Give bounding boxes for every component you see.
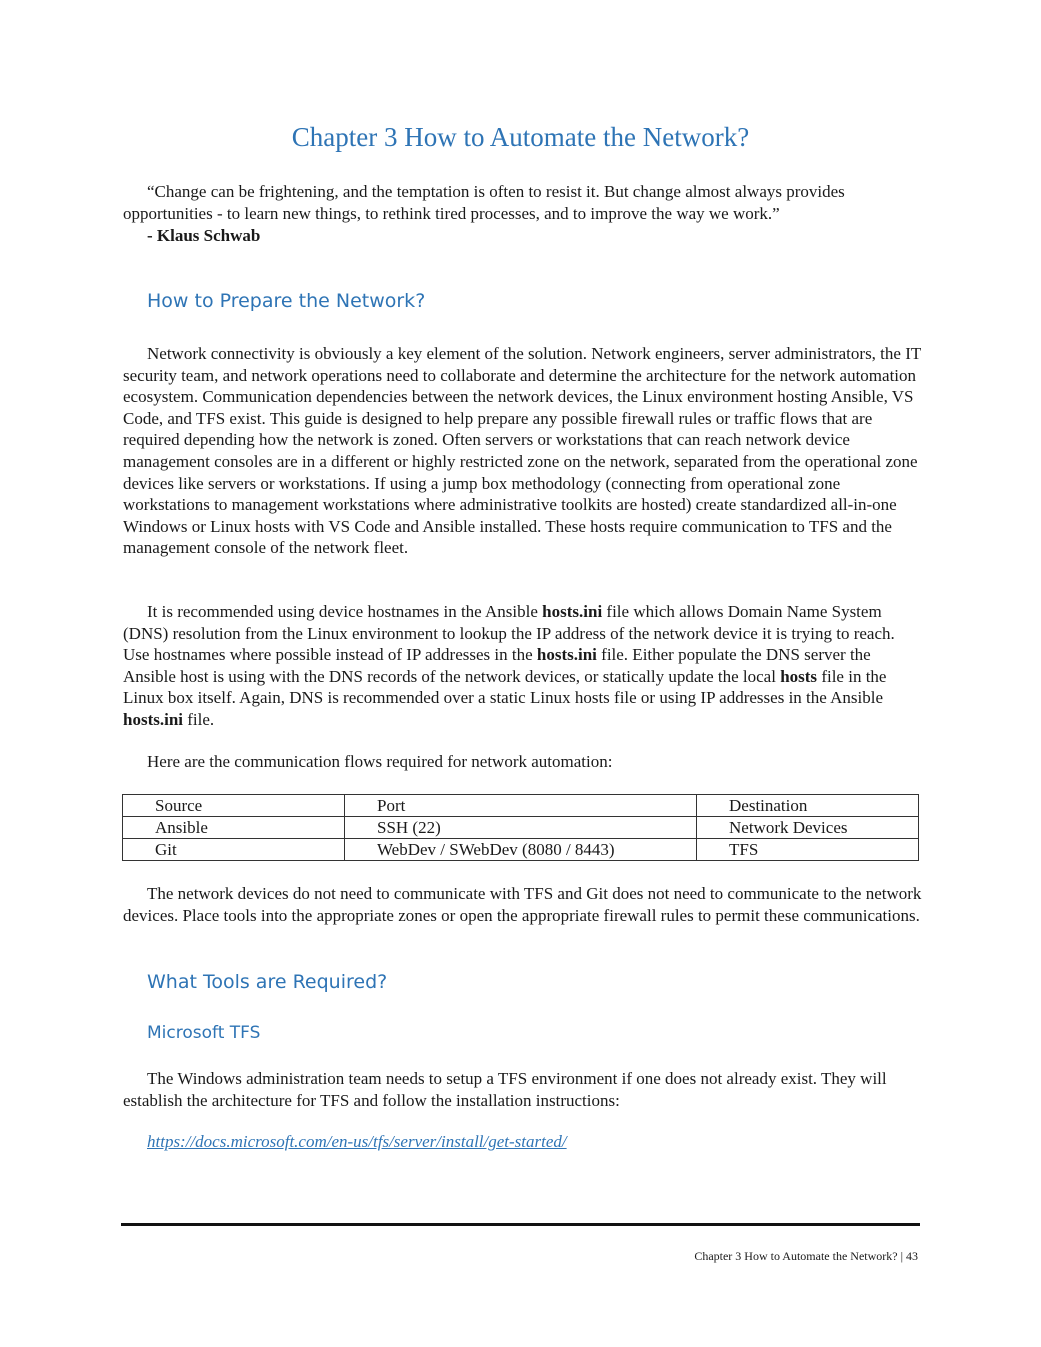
quote-author: - Klaus Schwab xyxy=(147,226,261,245)
cell-port: SSH (22) xyxy=(345,817,697,839)
cell-source: Git xyxy=(123,839,345,861)
header-port: Port xyxy=(345,795,697,817)
cell-source: Ansible xyxy=(123,817,345,839)
paragraph-hostnames xyxy=(123,601,923,731)
paragraph-tfs-setup: The Windows administration team needs to setup a TFS environment if one does not already exist. They will establish the architecture for TFS and follow the installation instructions: xyxy=(123,1069,887,1110)
table-row xyxy=(123,817,919,839)
table-header-row xyxy=(123,795,919,817)
text-span: file. xyxy=(183,709,215,729)
text-span: file which allows Domain Name System (DNS) resolution from the Linux environment to lookup the IP address of the network device it is trying to reach. Use hostnames where possible instead of IP addresses in the xyxy=(123,602,895,665)
communication-flows-table xyxy=(122,794,919,861)
quote-text: “Change can be frightening, and the temptation is often to resist it. But change almost always provides opportunities - to learn new things, to rethink tired processes, and to improve the way we work.” xyxy=(123,182,845,223)
subheading-microsoft-tfs: Microsoft TFS xyxy=(147,1023,261,1043)
hosts-ini-bold: hosts.ini xyxy=(536,645,597,665)
hosts-bold: hosts xyxy=(780,666,818,686)
footer-divider xyxy=(121,1223,920,1226)
text-span: It is recommended using device hostnames in the Ansible xyxy=(147,602,543,621)
cell-port: WebDev / SWebDev (8080 / 8443) xyxy=(345,839,697,861)
section-heading-tools-required: What Tools are Required? xyxy=(147,971,388,993)
text-span: file. Either populate the DNS server the Ansible host is using with the DNS records of the network devices, or statically update the local xyxy=(123,645,871,686)
cell-destination: Network Devices xyxy=(697,817,919,839)
chapter-title: Chapter 3 How to Automate the Network? xyxy=(291,122,750,152)
hosts-ini-bold: hosts.ini xyxy=(542,602,603,621)
hosts-ini-bold: hosts.ini xyxy=(123,709,183,729)
header-source: Source xyxy=(123,795,345,817)
page-footer: Chapter 3 How to Automate the Network? | 43 xyxy=(694,1249,918,1263)
cell-destination: TFS xyxy=(697,839,919,861)
paragraph-network-connectivity: Network connectivity is obviously a key element of the solution. Network engineers, server administrators, the IT security team, and network operations need to collaborate and determine the architecture for the network automation ecosystem. Communication dependencies between the network devices, the Linux environment hosting Ansible, VS Code, and TFS exist. This guide is designed to help prepare any possible firewall rules or traffic flows that are required depending how the network is zoned. Often servers or workstations that can reach network device management consoles are in a different or highly restricted zone on the network, separated from the operational zone devices like servers or workstations. If using a jump box methodology (connecting from operational zone workstations to management workstations where administrative toolkits are hosted) create standardized all-in-one Windows or Linux hosts with VS Code and Ansible installed. These hosts require communication to TFS and the management console of the network fleet. xyxy=(123,344,921,558)
text-span: file in the Linux box itself. Again, DNS is recommended over a static Linux hosts file or using IP addresses in the Ansible xyxy=(123,666,887,708)
section-heading-prepare-network: How to Prepare the Network? xyxy=(147,290,426,312)
paragraph-network-devices: The network devices do not need to communicate with TFS and Git does not need to communicate to the network devices. Place tools into the appropriate zones or open the appropriate firewall rules to permit these communications. xyxy=(123,884,922,925)
tfs-install-link[interactable]: https://docs.microsoft.com/en-us/tfs/server/install/get-started/ xyxy=(147,1132,567,1151)
table-row xyxy=(123,839,919,861)
header-destination: Destination xyxy=(697,795,919,817)
paragraph-flows-intro: Here are the communication flows required for network automation: xyxy=(147,752,613,771)
